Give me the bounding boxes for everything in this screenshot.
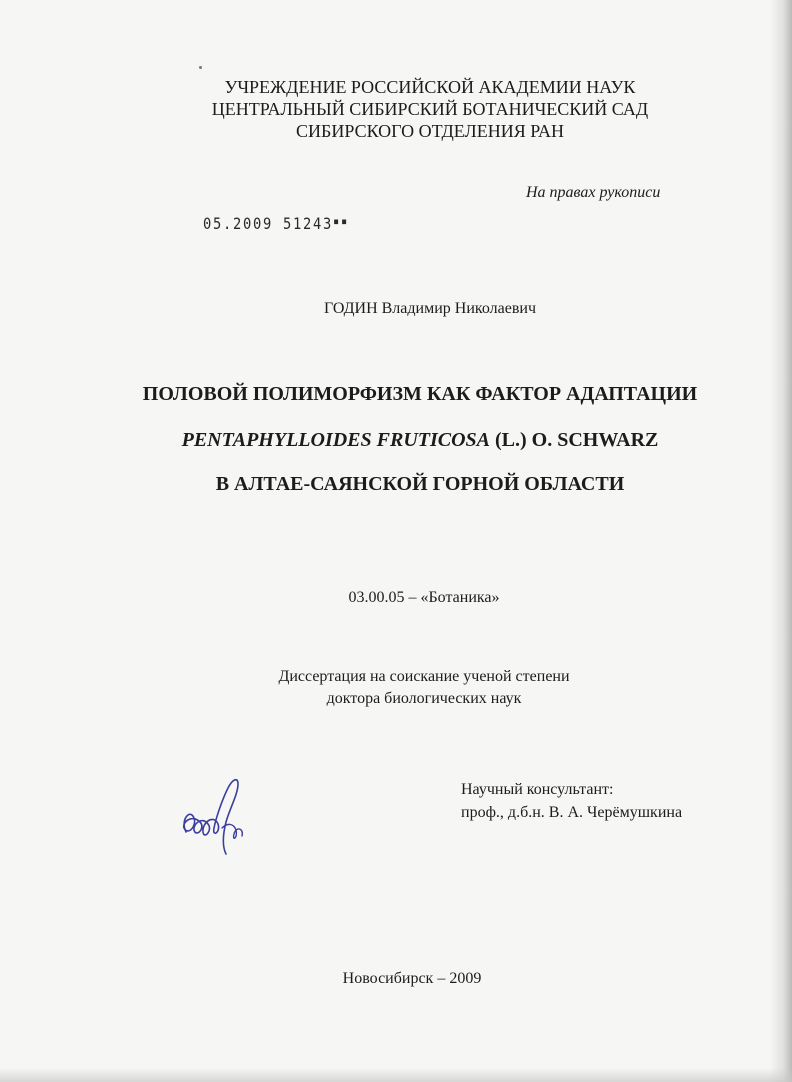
- title-species-authority: (L.) O. SCHWARZ: [495, 429, 659, 451]
- institution-line-1: УЧРЕЖДЕНИЕ РОССИЙСКОЙ АКАДЕМИИ НАУК: [224, 77, 636, 97]
- stamp-mark: ▪▪: [333, 214, 349, 228]
- consultant-name: проф., д.б.н. В. А. Черёмушкина: [461, 804, 683, 821]
- consultant-label: Научный консультант:: [461, 781, 614, 798]
- paper-speck: [199, 66, 202, 69]
- author-name: ГОДИН Владимир Николаевич: [324, 300, 536, 317]
- scientific-consultant: [461, 778, 682, 824]
- stamp-number-text: 05.2009 51243: [203, 214, 334, 233]
- title-line-3: В АЛТАЕ-САЯНСКОЙ ГОРНОЙ ОБЛАСТИ: [215, 473, 625, 495]
- scan-shadow-bottom: [0, 1068, 792, 1082]
- registration-stamp-number: [203, 214, 349, 233]
- scan-shadow-right: [770, 0, 792, 1082]
- institution-header: [34, 76, 792, 142]
- handwritten-signature: [176, 770, 256, 860]
- dissertation-line-2: доктора биологических наук: [326, 690, 522, 707]
- manuscript-rights-note: На правах рукописи: [526, 184, 661, 201]
- dissertation-line-1: Диссертация на соискание ученой степени: [278, 668, 570, 685]
- institution-line-3: СИБИРСКОГО ОТДЕЛЕНИЯ РАН: [296, 121, 564, 141]
- specialty-code: 03.00.05 – «Ботаника»: [348, 589, 500, 606]
- title-line-2: [24, 429, 792, 452]
- title-line-1: ПОЛОВОЙ ПОЛИМОРФИЗМ КАК ФАКТОР АДАПТАЦИИ: [142, 383, 698, 405]
- institution-line-2: ЦЕНТРАЛЬНЫЙ СИБИРСКИЙ БОТАНИЧЕСКИЙ САД: [211, 99, 649, 119]
- city-and-year: Новосибирск – 2009: [342, 970, 482, 987]
- dissertation-degree: [28, 666, 792, 710]
- title-species-name: PENTAPHYLLOIDES FRUTICOSA: [181, 429, 491, 451]
